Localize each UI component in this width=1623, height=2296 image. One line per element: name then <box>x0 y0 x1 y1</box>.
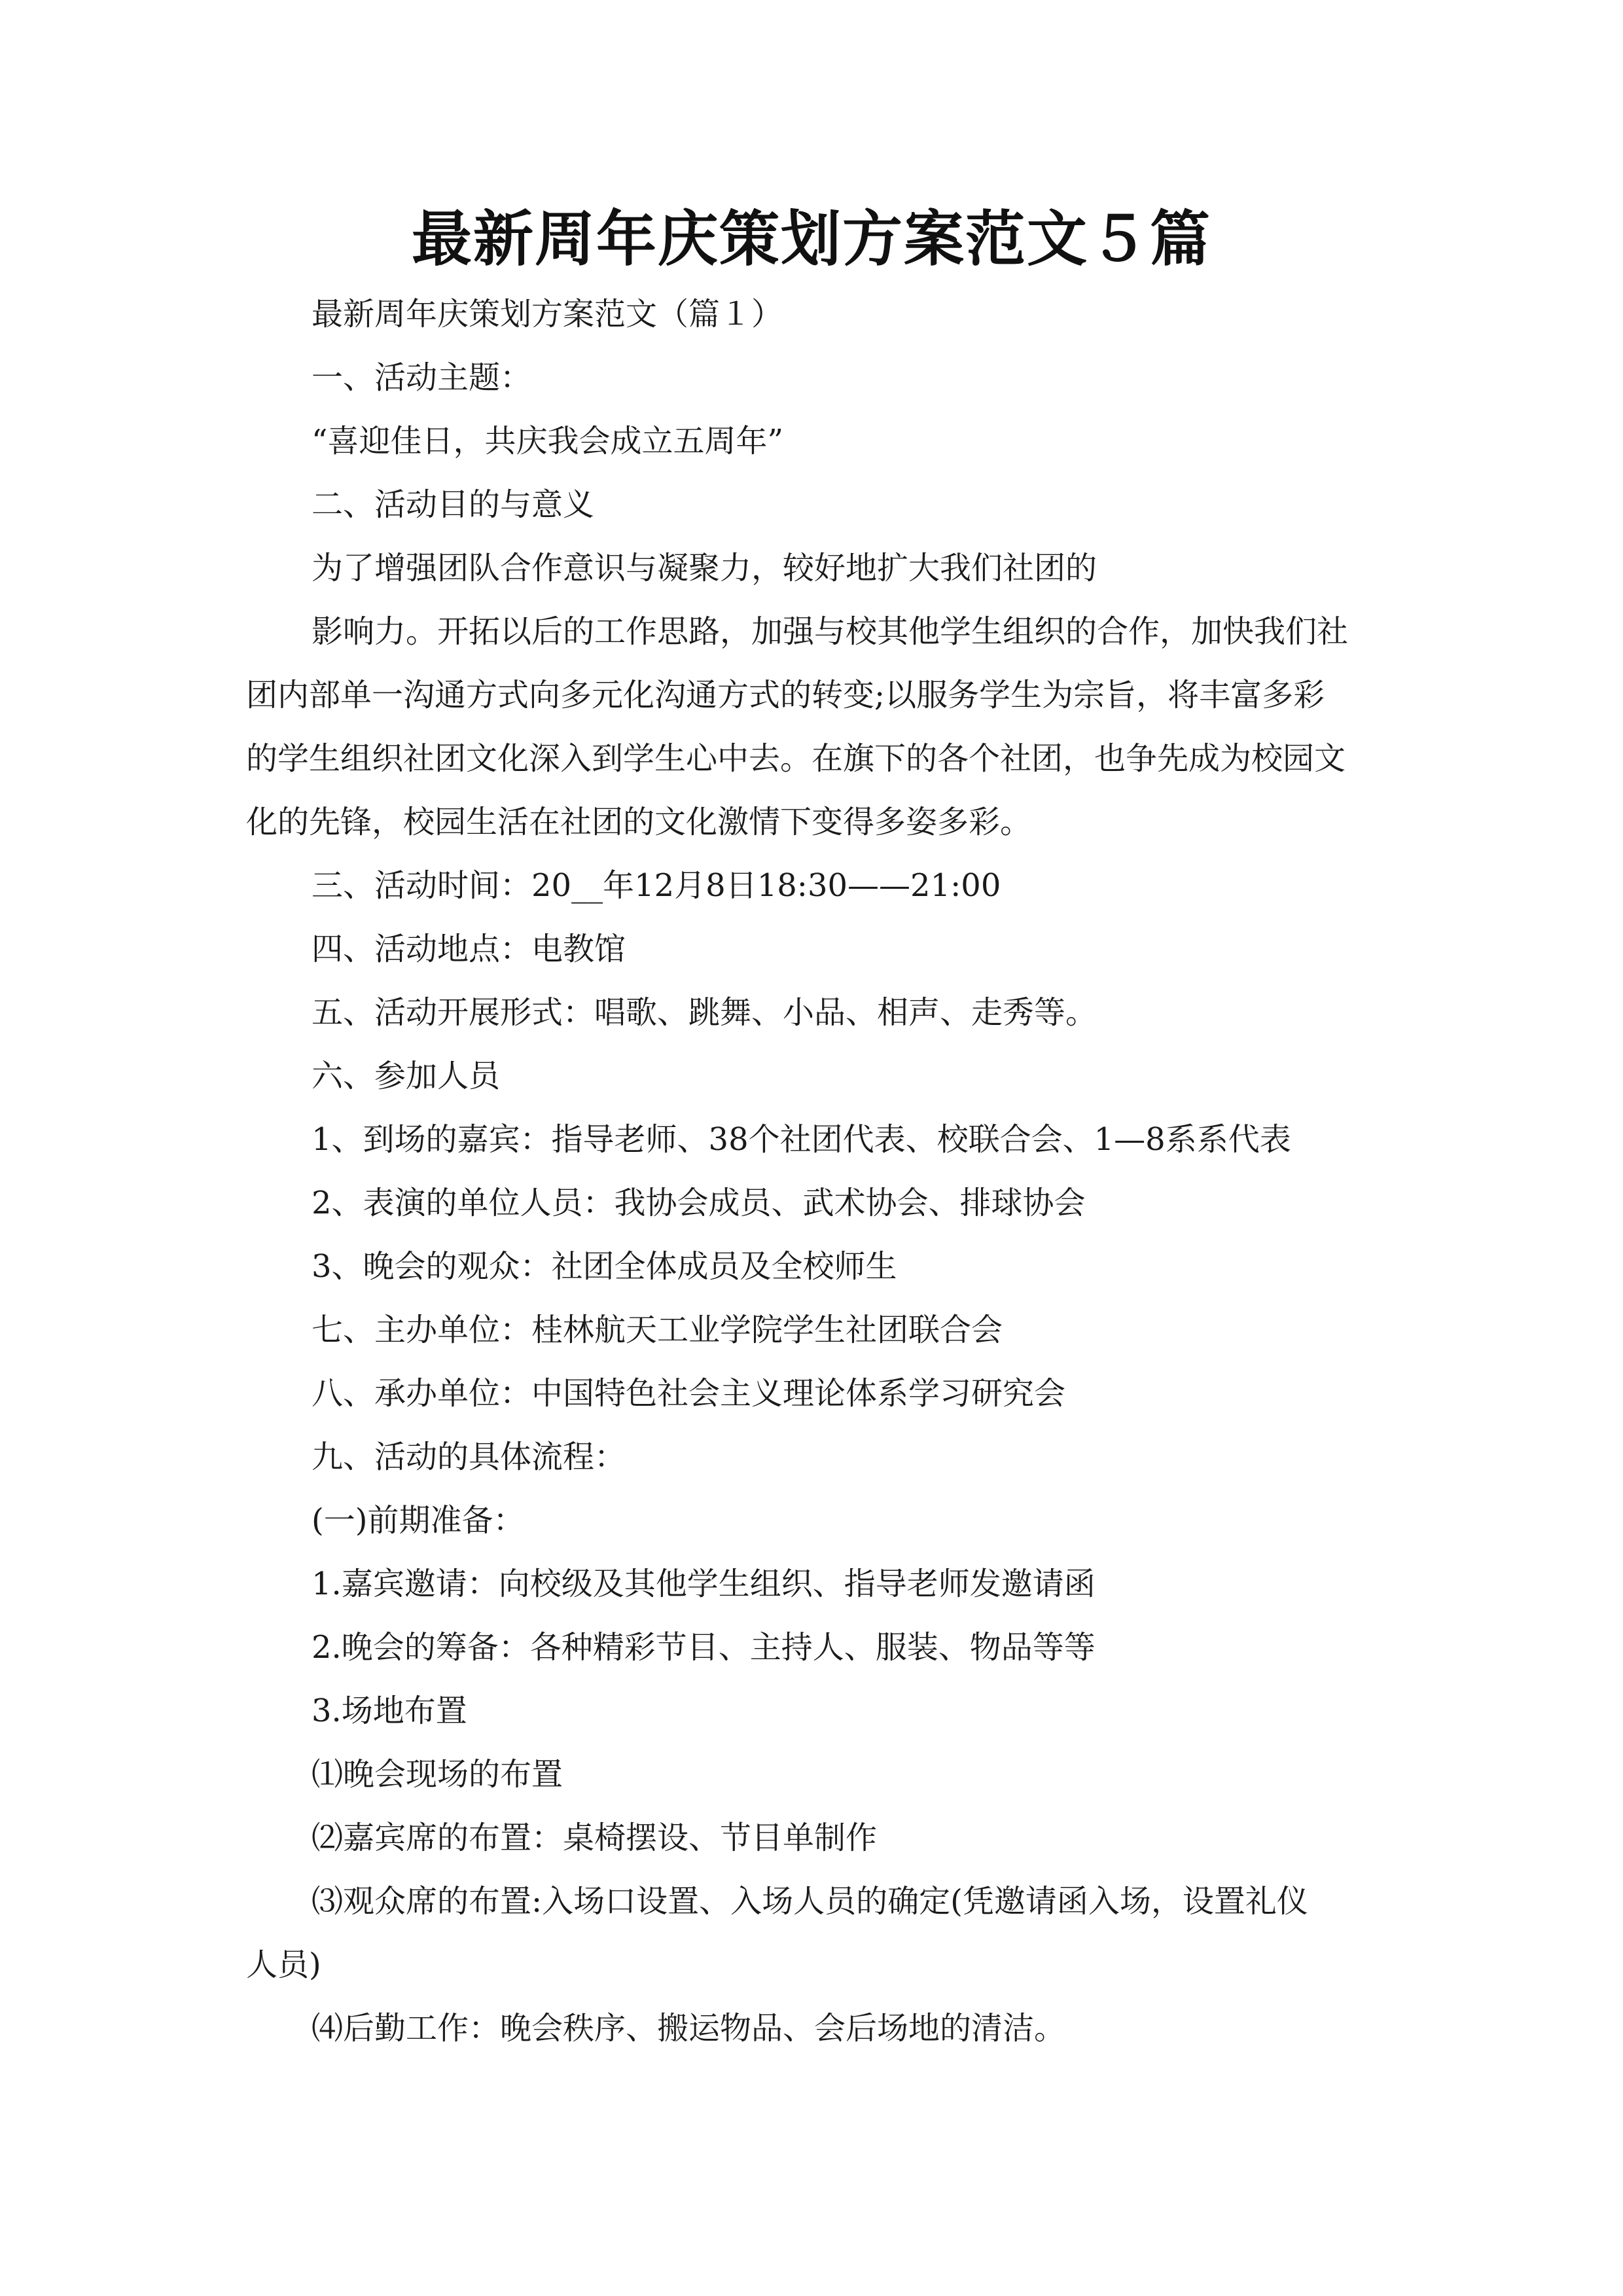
text-line: ⑶观众席的布置:入场口设置、入场人员的确定(凭邀请函入场，设置礼仪 <box>312 1883 1308 1920</box>
text-line: 八、承办单位：中国特色社会主义理论体系学习研究会 <box>312 1375 1066 1412</box>
text-line: “喜迎佳日，共庆我会成立五周年” <box>312 423 784 459</box>
text-line: 3.场地布置 <box>312 1693 467 1729</box>
text-line: 1.嘉宾邀请：向校级及其他学生组织、指导老师发邀请函 <box>312 1566 1096 1602</box>
text-line: 影响力。开拓以后的工作思路，加强与校其他学生组织的合作，加快我们社 <box>312 613 1349 650</box>
text-line: 人员) <box>246 1946 321 1983</box>
text-line: 九、活动的具体流程： <box>312 1439 626 1475</box>
text-line: ⑵嘉宾席的布置：桌椅摆设、节目单制作 <box>312 1820 878 1856</box>
text-line: 七、主办单位：桂林航天工业学院学生社团联合会 <box>312 1312 1003 1348</box>
text-line: 五、活动开展形式：唱歌、跳舞、小品、相声、走秀等。 <box>312 994 1097 1031</box>
text-line: 为了增强团队合作意识与凝聚力，较好地扩大我们社团的 <box>312 550 1097 586</box>
text-line: 六、参加人员 <box>312 1058 501 1094</box>
section-heading: 最新周年庆策划方案范文（篇１） <box>312 296 783 332</box>
text-line: (一)前期准备： <box>312 1502 525 1539</box>
text-line: 3、晚会的观众：社团全体成员及全校师生 <box>312 1248 897 1285</box>
text-line: 四、活动地点：电教馆 <box>312 931 626 967</box>
text-line: 2、表演的单位人员：我协会成员、武术协会、排球协会 <box>312 1185 1086 1221</box>
text-line: ⑷后勤工作：晚会秩序、搬运物品、会后场地的清洁。 <box>312 2010 1066 2047</box>
text-line: 的学生组织社团文化深入到学生心中去。在旗下的各个社团，也争先成为校园文 <box>246 740 1346 777</box>
document-title: 最新周年庆策划方案范文５篇 <box>411 204 1211 274</box>
text-line: 1、到场的嘉宾：指导老师、38个社团代表、校联合会、1—8系系代表 <box>312 1121 1291 1158</box>
text-line: 化的先锋，校园生活在社团的文化激情下变得多姿多彩。 <box>246 804 1032 840</box>
text-line: 团内部单一沟通方式向多元化沟通方式的转变;以服务学生为宗旨，将丰富多彩 <box>246 677 1325 713</box>
text-line: 2.晚会的筹备：各种精彩节目、主持人、服装、物品等等 <box>312 1629 1096 1666</box>
text-line: 三、活动时间：20__年12月8日18:30——21:00 <box>312 867 1001 904</box>
text-line: 一、活动主题： <box>312 359 532 396</box>
text-line: ⑴晚会现场的布置 <box>312 1756 563 1793</box>
text-line: 二、活动目的与意义 <box>312 486 595 523</box>
